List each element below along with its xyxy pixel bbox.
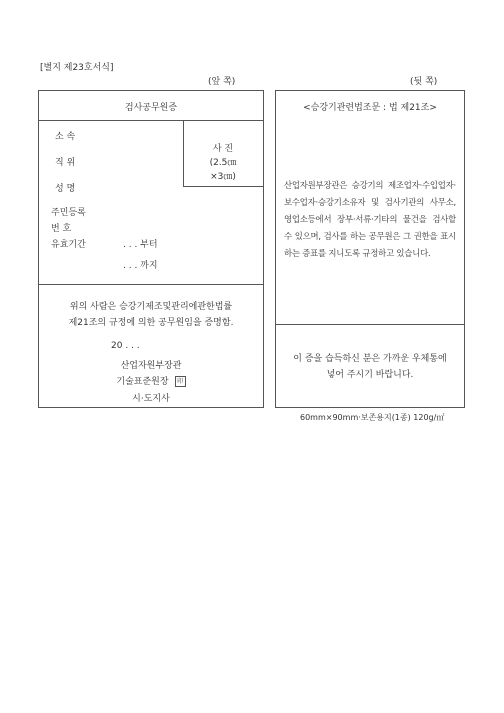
back-card bbox=[275, 90, 465, 408]
seal-icon: 印 bbox=[175, 376, 186, 387]
law-heading: <승강기관련법조문 : 법 제21조> bbox=[303, 103, 437, 113]
law-text: 산업자원부장관은 승강기의 제조업자·수입업자·보수업자·승강기소유자 및 검사기관의 사무소, 영업소등에서 장부·서류·기타의 물건을 검사할 수 있으며, 검사를 하는 공무원은 그 권한을 표시하는 증표를 지니도록 규정하고 있습니다. bbox=[284, 180, 456, 258]
issuer-governor: 시·도지사 bbox=[132, 394, 170, 404]
field-affiliation: 소 속 bbox=[55, 132, 76, 142]
form-label: [별지 제23호서식] bbox=[40, 63, 114, 73]
field-name: 성 명 bbox=[55, 184, 76, 194]
photo-label: 사 진 bbox=[212, 144, 234, 154]
paper-spec: 60mm×90mm·보존용지(1종) 120g/㎡ bbox=[300, 413, 445, 422]
issuer-agency: 기술표준원장 印 bbox=[39, 374, 263, 387]
field-resident-number: 주민등록 bbox=[51, 208, 86, 218]
photo-size-line1: (2.5㎝ bbox=[209, 158, 237, 168]
issuer-ministry: 산업자원부장관 bbox=[120, 361, 182, 371]
issue-date: 20 . . . bbox=[111, 341, 140, 351]
notice-line1: 이 증을 습득하신 분은 가까운 우체통에 bbox=[293, 354, 447, 364]
validity-from: . . . 부터 bbox=[123, 240, 158, 250]
validity-to: . . . 까지 bbox=[123, 261, 158, 271]
field-resident-number-suffix: 번 호 bbox=[51, 224, 72, 234]
photo-box-bottom-border bbox=[183, 186, 263, 187]
statement-line1: 위의 사람은 승강기제조및관리에관한법률 bbox=[69, 302, 233, 312]
front-side-label: (앞 쪽) bbox=[208, 77, 236, 87]
photo-size-line2: ×3㎝) bbox=[210, 172, 236, 182]
title-divider bbox=[39, 120, 263, 121]
back-side-label: (뒷 쪽) bbox=[410, 77, 438, 87]
statement-line2: 제21조의 규정에 의한 공무원임을 증명함. bbox=[68, 318, 234, 328]
field-position: 직 위 bbox=[55, 158, 76, 168]
card-title: 검사공무원증 bbox=[124, 103, 178, 113]
statement-divider bbox=[39, 284, 263, 285]
front-card bbox=[38, 90, 264, 408]
notice-divider bbox=[276, 324, 464, 325]
notice-line2: 넣어 주시기 바랍니다. bbox=[326, 370, 414, 380]
field-validity: 유효기간 bbox=[51, 240, 86, 250]
